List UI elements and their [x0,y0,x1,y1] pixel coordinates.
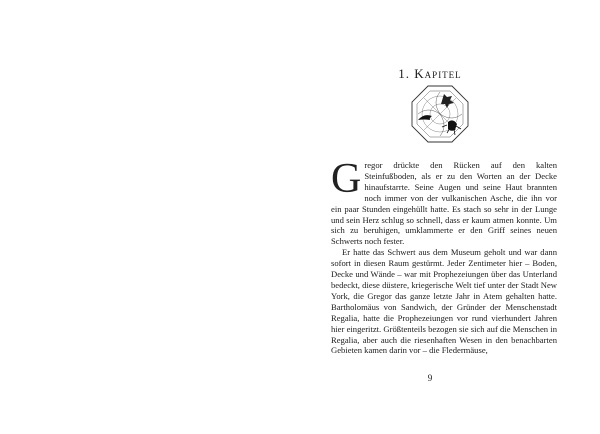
paragraph-2: Er hatte das Schwert aus dem Museum geholt und war dann sofort in diesen Raum gestürmt. Jeder Zentimeter hier – Boden, Decke und Wände – war mit Prophezeiungen über das Unterland bedeckt, diese düstere, kriegerische Welt tief unter der Stadt New York, die Gregor das ganze letzte Jahr in Atem gehalten hatte. Bartholomäus von Sandwich, der Gründer der Menschenstadt Regalia, hatte die Prophezeiungen vor rund vierhundert Jahren hier eingeritzt. Größtenteils bezogen sie sich auf die Menschen in Regalia, aber auch die riesenhaften Wesen in den benachbarten Gebieten kamen darin vor – die Fledermäuse, [331,247,557,356]
page-number: 9 [427,373,433,383]
chapter-title: 1. Kapitel [398,66,462,81]
drop-cap: G [331,156,362,202]
octagon-emblem-icon [410,84,470,144]
paragraph-1 [331,156,557,247]
paragraph-1-text: regor drückte den Rücken auf den kalten Steinfußboden, als er zu den Worten an der Decke hinaufstarrte. Seine Augen und seine Haut brannten noch immer von der vulkanischen Asche, die ihn vor ein paar Stunden eingehüllt hatte. Es stach so sehr in der Lunge und sein Herz schlug so schnell, dass er kaum atmen konnte. Um sich zu beruhigen, umklammerte er den Griff seines neuen Schwerts noch fester. [331,160,557,247]
chapter-body-text [331,156,557,356]
